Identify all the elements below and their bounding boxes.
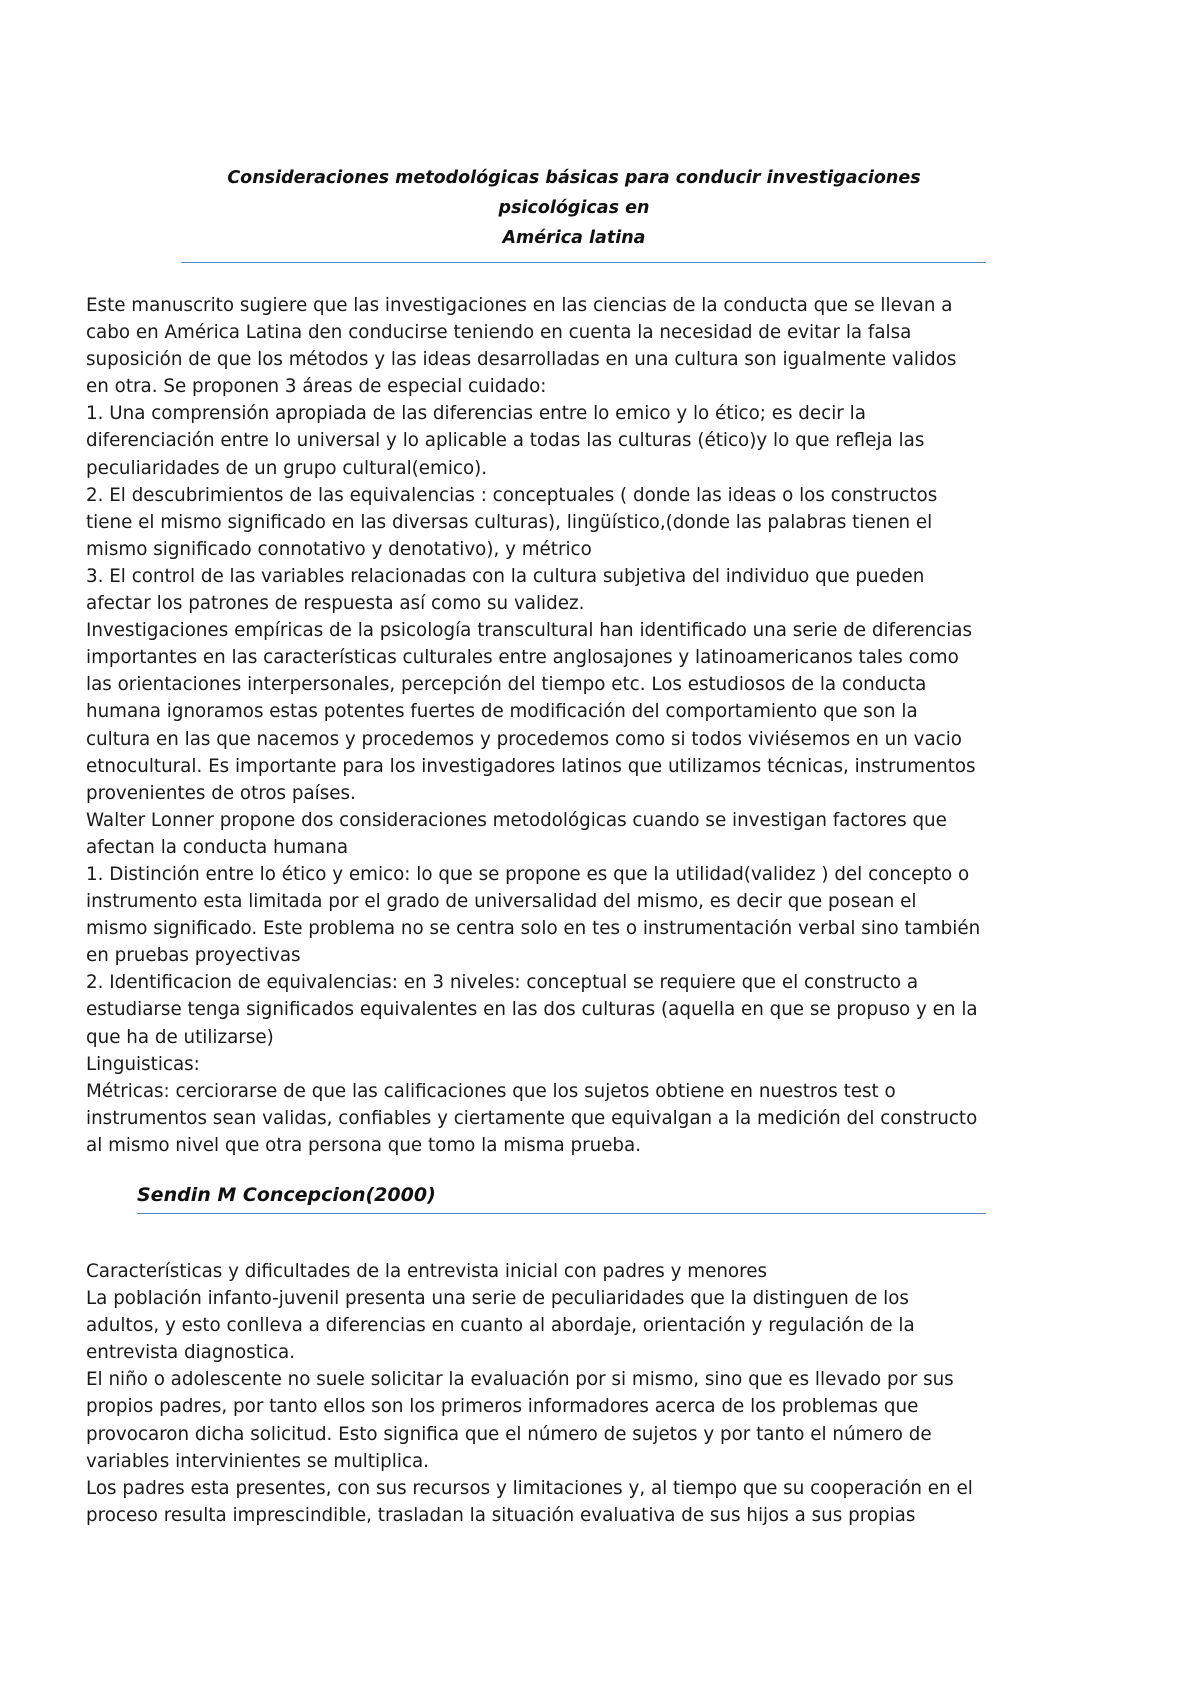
document-title — [170, 163, 978, 253]
text-line: provocaron dicha solicitud. Esto significa que el número de sujetos y por tanto el número de — [86, 1423, 932, 1445]
text-line: 1. Una comprensión apropiada de las diferencias entre lo emico y lo ético; es decir la — [86, 403, 866, 425]
text-line: Características y dificultades de la entrevista inicial con padres y menores — [86, 1261, 767, 1282]
text-line: humana ignoramos estas potentes fuertes de modificación del comportamiento que son la — [86, 701, 918, 723]
text-line: mismo significado. Este problema no se centra solo en tes o instrumentación verbal sino también — [86, 918, 981, 940]
text-line: peculiaridades de un grupo cultural(emico). — [86, 457, 488, 479]
text-line: afectar los patrones de respuesta así como su validez. — [86, 593, 585, 615]
text-line: Investigaciones empíricas de la psicología transcultural han identificado una serie de diferencias — [86, 620, 973, 642]
text-line: cultura en las que nacemos y procedemos y procedemos como si todos viviésemos en un vacio — [86, 728, 962, 750]
text-line: proceso resulta imprescindible, trasladan la situación evaluativa de sus hijos a sus propias — [86, 1504, 916, 1526]
text-line: instrumentos sean validas, confiables y ciertamente que equivalgan a la medición del constructo — [86, 1107, 978, 1129]
text-line: etnocultural. Es importante para los investigadores latinos que utilizamos técnicas, instrumentos — [86, 755, 976, 777]
text-line: entrevista diagnostica. — [86, 1342, 296, 1364]
section-2-heading: Sendin M Concepcion(2000) — [137, 1184, 436, 1206]
text-line: importantes en las características culturales entre anglosajones y latinoamericanos tales como — [86, 647, 959, 669]
text-line: propios padres, por tanto ellos son los primeros informadores acerca de los problemas que — [86, 1396, 919, 1418]
text-line: El niño o adolescente no suele solicitar la evaluación por si mismo, sino que es llevado por sus — [86, 1369, 954, 1391]
text-line: en otra. Se proponen 3 áreas de especial cuidado: — [86, 376, 547, 398]
text-line: Los padres esta presentes, con sus recursos y limitaciones y, al tiempo que su cooperación en el — [86, 1477, 973, 1499]
text-line: Este manuscrito sugiere que las investigaciones en las ciencias de la conducta que se llevan a — [86, 295, 953, 316]
text-line: que ha de utilizarse) — [86, 1026, 274, 1048]
text-line: cabo en América Latina den conducirse teniendo en cuenta la necesidad de evitar la falsa — [86, 322, 912, 344]
text-line: variables intervinientes se multiplica. — [86, 1450, 429, 1472]
text-line: tiene el mismo significado en las diversas culturas), lingüístico,(donde las palabras tienen el — [86, 511, 933, 533]
text-line: las orientaciones interpersonales, percepción del tiempo etc. Los estudiosos de la conducta — [86, 674, 927, 696]
text-line: 1. Distinción entre lo ético y emico: lo que se propone es que la utilidad(validez ) del concepto o — [86, 863, 970, 885]
text-line: diferenciación entre lo universal y lo aplicable a todas las culturas (ético)y lo que refleja las — [86, 430, 925, 452]
section-2-body — [86, 1258, 1096, 1529]
section-1-body — [86, 292, 1096, 1159]
text-line: afectan la conducta humana — [86, 836, 349, 858]
text-line: instrumento esta limitada por el grado de universalidad del mismo, es decir que posean el — [86, 891, 917, 913]
text-line: La población infanto-juvenil presenta una serie de peculiaridades que la distinguen de los — [86, 1288, 909, 1310]
text-line: mismo significado connotativo y denotativo), y métrico — [86, 538, 592, 560]
text-line: al mismo nivel que otra persona que tomo la misma prueba. — [86, 1134, 642, 1156]
text-line: suposición de que los métodos y las ideas desarrolladas en una cultura son igualmente validos — [86, 349, 957, 371]
title-line: Consideraciones metodológicas básicas para conducir investigaciones psicológicas en — [227, 168, 921, 218]
text-line: 3. El control de las variables relacionadas con la cultura subjetiva del individuo que pueden — [86, 565, 925, 587]
text-line: adultos, y esto conlleva a diferencias en cuanto al abordaje, orientación y regulación de la — [86, 1315, 915, 1337]
text-line: 2. Identificacion de equivalencias: en 3 niveles: conceptual se requiere que el constructo a — [86, 972, 919, 994]
title-divider — [181, 262, 986, 263]
text-line: 2. El descubrimientos de las equivalencias : conceptuales ( donde las ideas o los constructos — [86, 484, 938, 506]
text-line: provenientes de otros países. — [86, 782, 356, 804]
text-line: estudiarse tenga significados equivalentes en las dos culturas (aquella en que se propuso y en la — [86, 999, 978, 1021]
section-2-divider — [137, 1213, 986, 1214]
title-line: América latina — [502, 228, 646, 248]
text-line: Linguisticas: — [86, 1053, 200, 1075]
text-line: Walter Lonner propone dos consideraciones metodológicas cuando se investigan factores que — [86, 809, 947, 831]
text-line: Métricas: cerciorarse de que las calificaciones que los sujetos obtiene en nuestros test o — [86, 1080, 896, 1102]
text-line: en pruebas proyectivas — [86, 945, 301, 967]
